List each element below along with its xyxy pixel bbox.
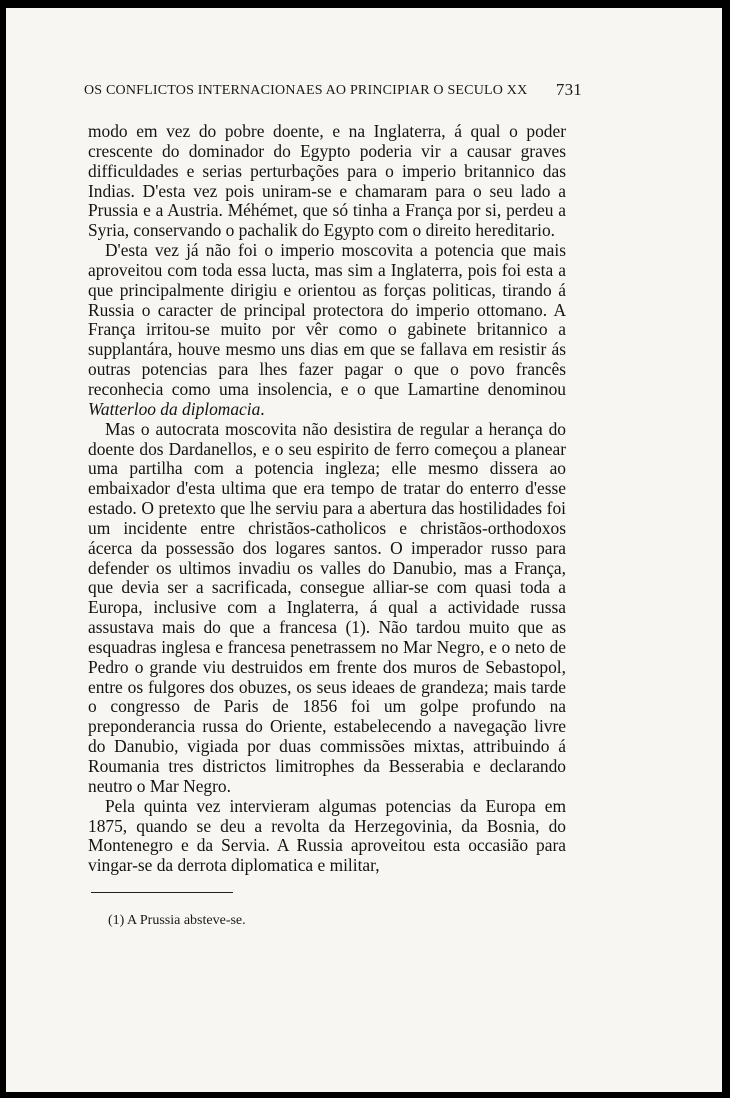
- body-text: [88, 122, 566, 876]
- paragraph-2-text: D'esta vez já não foi o imperio moscovita a potencia que mais aproveitou com toda essa lucta, mas sim a Inglaterra, pois foi esta a que principalmente dirigiu e orientou as forças politicas, tirando á Russia o caracter de principal protectora do imperio ottomano. A França irritou-se muito por vêr como o gabinete britannico a supplantára, houve mesmo uns dias em que se fallava em resistir ás outras potencias para lhes fazer pagar o que o povo francês reconhecia como uma insolencia, e o que Lamartine denominou: [88, 240, 566, 399]
- paragraph-1: modo em vez do pobre doente, e na Inglaterra, á qual o poder crescente do dominador do Egypto poderia vir a causar graves difficuldades e serias perturbações para o imperio britannico das Indias. D'esta vez pois uniram-se e chamaram para o seu lado a Prussia e a Austria. Méhémet, que só tinha a França por si, perdeu a Syria, conservando o pachalik do Egypto com o direito hereditario.: [88, 121, 566, 241]
- paragraph-4: Pela quinta vez intervieram algumas potencias da Europa em 1875, quando se deu a revolta da Herzegovinia, da Bosnia, do Montenegro e da Servia. A Russia aproveitou esta occasião para vingar-se da derrota diplomatica e militar,: [88, 795, 566, 876]
- paragraph-2: [88, 241, 566, 420]
- paragraph-3: Mas o autocrata moscovita não desistira de regular a herança do doente dos Dardanellos, e o seu espirito de ferro começou a planear uma partilha com a potencia ingleza; elle mesmo dissera ao embaixador d'esta ultima que era tempo de tratar do enterro d'esse estado. O pretexto que lhe serviu para a abertura das hostilidades foi um incidente entre christãos-catholicos e christãos-orthodoxos ácerca da possessão dos logares santos. O imperador russo para defender os ultimos invadiu os valles do Danubio, mas a França, que devia ser a sacrificada, consegue alliar-se com quasi toda a Europa, inclusive com a Inglaterra, á qual a actividade russa assustava mais do que a francesa (1). Não tardou muito que as esquadras inglesa e francesa penetrassem no Mar Negro, e o neto de Pedro o grande viu destruidos em frente dos muros de Sebastopol, entre os fulgores dos obuzes, os seus ideaes de grandeza; mais tarde o congresso de Paris de 1856 foi um golpe profundo na preponderancia russa do Oriente, estabelecendo a navegação livre do Danubio, vigiada por duas commissões mixtas, attribuindo á Roumania tres districtos limitrophes da Besserabia e declarando neutro o Mar Negro.: [88, 418, 566, 796]
- page-number: 731: [555, 80, 582, 99]
- footnote: (1) A Prussia absteve-se.: [108, 913, 246, 928]
- footnote-divider: [91, 892, 233, 893]
- book-page: [6, 8, 722, 1092]
- paragraph-2-end: .: [260, 398, 265, 419]
- italic-phrase: Watterloo da diplomacia: [88, 398, 261, 419]
- running-title: OS CONFLICTOS INTERNACIONAES AO PRINCIPIAR O SECULO XX: [84, 83, 528, 98]
